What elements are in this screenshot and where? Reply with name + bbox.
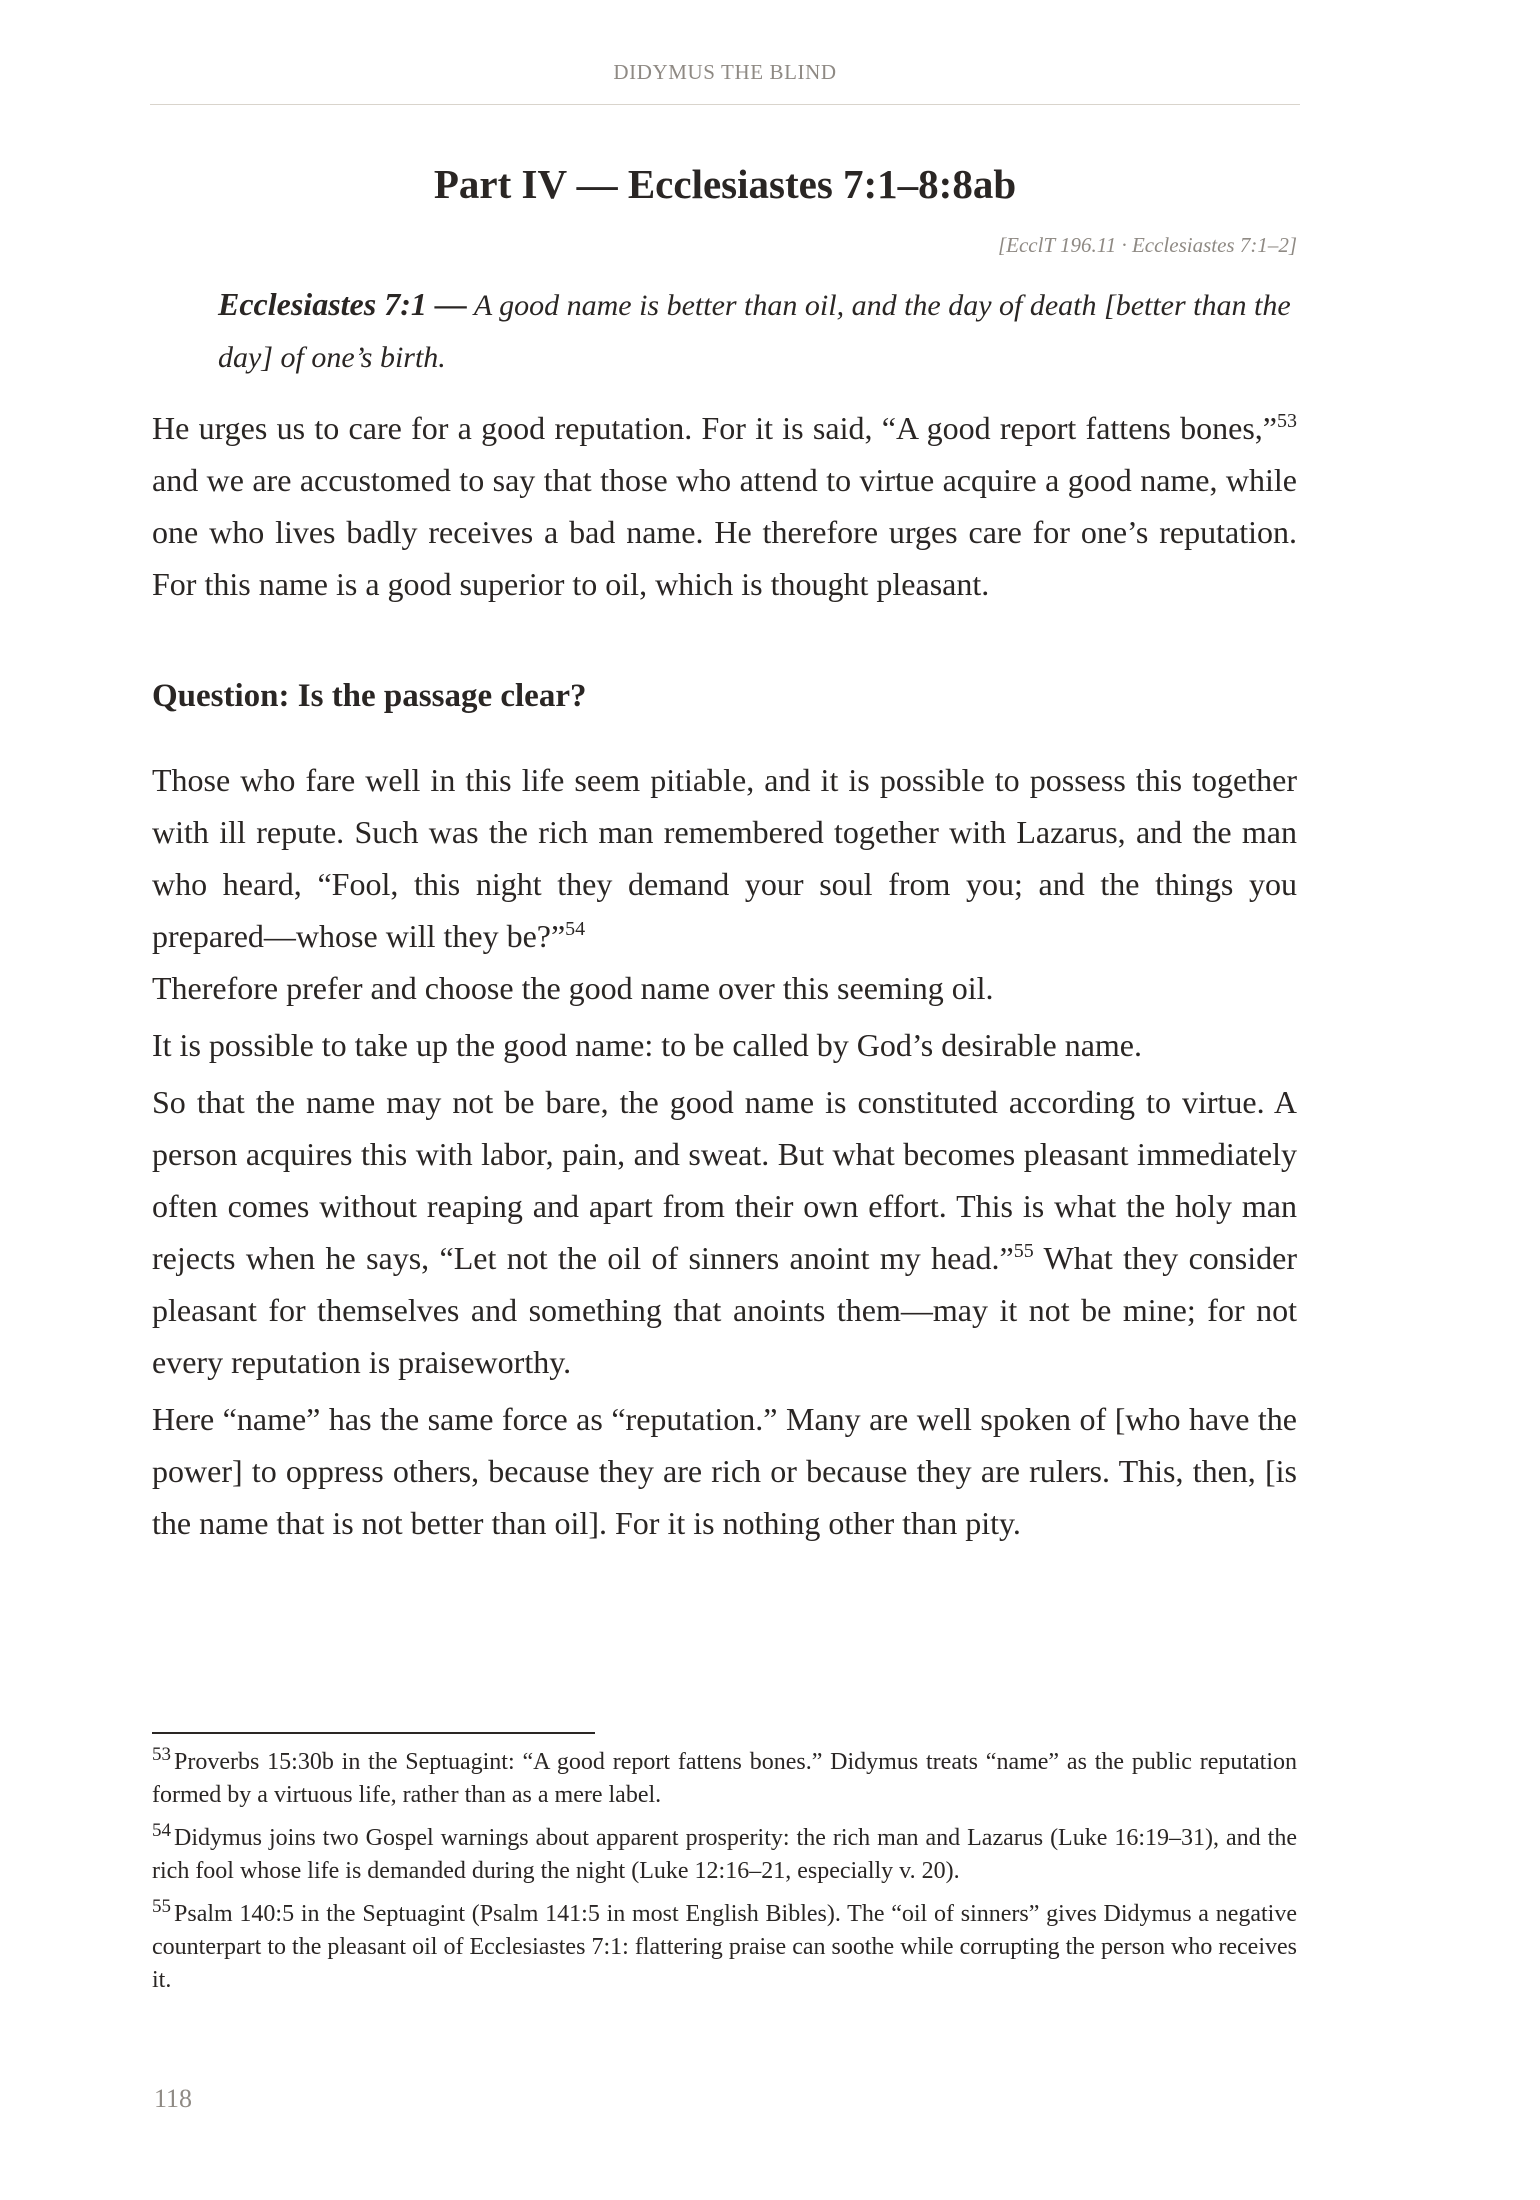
scripture-lemma <box>218 278 1298 384</box>
paragraph-5-text-a: So that the name may not be bare, the good name is constituted according to virtue. A person acquires this with labor, pain, and sweat. But what becomes pleasant immediately often comes without reaping and apart from their own effort. This is what the holy man rejects when he says, “Let not the oil of sinners anoint my head.” <box>152 1084 1297 1276</box>
paragraph-4: It is possible to take up the good name: to be called by God’s desirable name. <box>152 1027 1142 1063</box>
paragraph-3: Therefore prefer and choose the good name over this seeming oil. <box>152 970 994 1006</box>
footnote-ref-53[interactable]: 53 <box>1277 410 1297 432</box>
footnote-54 <box>152 1822 1297 1888</box>
footnote-text: Proverbs 15:30b in the Septuagint: “A good report fattens bones.” Didymus treats “name” as the public reputation formed by a virtuous life, rather than as a mere label. <box>152 1749 1297 1808</box>
paragraph-2-text: Those who fare well in this life seem pitiable, and it is possible to possess this together with ill repute. Such was the rich man remembered together with Lazarus, and the man who heard, “Fool, this night they demand your soul from you; and the things you prepared—whose will they be?” <box>152 762 1297 954</box>
paragraph-5 <box>152 1076 1297 1388</box>
paragraph-1-text-a: He urges us to care for a good reputation. For it is said, “A good report fattens bones,” <box>152 410 1277 446</box>
footnote-text: Psalm 140:5 in the Septuagint (Psalm 141:5 in most English Bibles). The “oil of sinners” gives Didymus a negative counterpart to the pleasant oil of Ecclesiastes 7:1: flattering praise can soothe while corrupting the person who receives it. <box>152 1901 1297 1993</box>
paragraph-6: Here “name” has the same force as “reputation.” Many are well spoken of [who have the power] to oppress others, because they are rich or because they are rulers. This, then, [is the name that is not better than oil]. For it is nothing other than pity. <box>152 1401 1297 1541</box>
footnote-55 <box>152 1898 1297 1997</box>
footnote-53 <box>152 1746 1297 1812</box>
lemma-text: A good name is better than oil, and the day of death [better than the day] of one’s birth. <box>218 289 1291 374</box>
running-head: DIDYMUS THE BLIND <box>613 60 837 84</box>
lemma-reference: Ecclesiastes 7:1 — <box>218 286 467 322</box>
section-reference: [EcclT 196.11 · Ecclesiastes 7:1–2] <box>997 233 1297 257</box>
paragraph-1-text-b: and we are accustomed to say that those who attend to virtue acquire a good name, while one who lives badly receives a bad name. He therefore urges care for one’s reputation. For this name is a good superior to oil, which is thought pleasant. <box>152 462 1297 602</box>
header-rule <box>150 104 1300 105</box>
footnote-number: 55 <box>152 1896 171 1917</box>
footnote-ref-55[interactable]: 55 <box>1013 1240 1034 1262</box>
section-title: Part IV — Ecclesiastes 7:1–8:8ab <box>433 161 1017 207</box>
paragraph-5-text-b: What they consider pleasant for themselves and something that anoints them—may it not be mine; for not every reputation is praiseworthy. <box>152 1240 1298 1380</box>
footnote-number: 53 <box>152 1744 171 1765</box>
paragraph-2 <box>152 754 1297 962</box>
footnote-rule <box>152 1732 595 1734</box>
paragraph-1 <box>152 402 1297 610</box>
footnote-text: Didymus joins two Gospel warnings about apparent prosperity: the rich man and Lazarus (Luke 16:19–31), and the rich fool whose life is demanded during the night (Luke 12:16–21, especially v. 20). <box>152 1825 1297 1884</box>
footnote-ref-54[interactable]: 54 <box>565 918 586 940</box>
question-heading: Question: Is the passage clear? <box>152 678 587 714</box>
footnote-number: 54 <box>152 1820 171 1841</box>
page-number: 118 <box>154 2084 193 2113</box>
